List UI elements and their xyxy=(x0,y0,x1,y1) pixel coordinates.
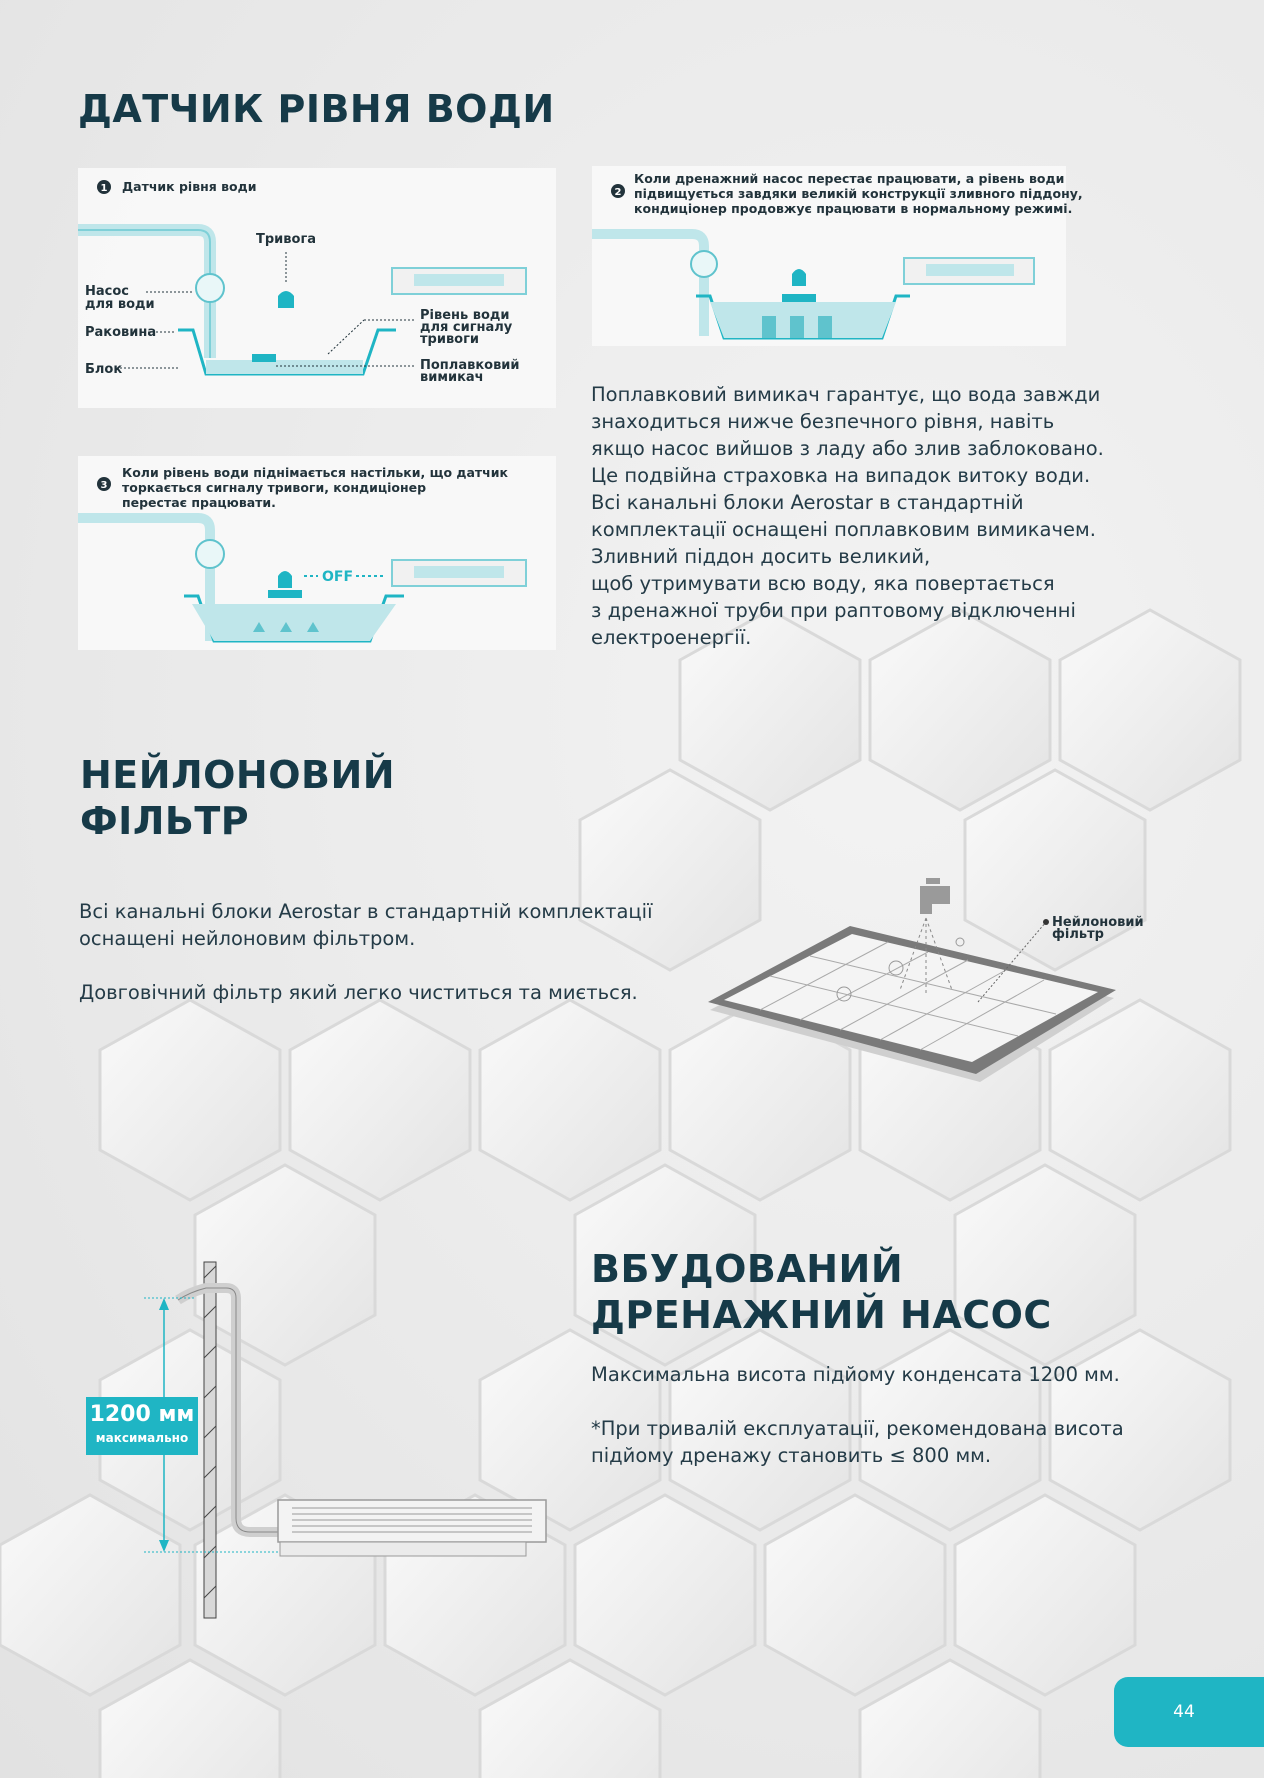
label-sink: Раковина xyxy=(85,325,157,340)
desc-line: підйому дренажу становить ≤ 800 мм. xyxy=(591,1444,992,1467)
panel1-number: 1 xyxy=(100,183,108,194)
panel2-number: 2 xyxy=(614,187,622,198)
label-pump-2: для води xyxy=(85,297,155,312)
desc-line: Поплавковий вимикач гарантує, що вода завжди xyxy=(591,383,1101,406)
water-sensor-description xyxy=(591,381,1211,651)
nylon-filter-description xyxy=(79,898,719,1006)
desc-line: Довговічний фільтр який легко чиститься та миється. xyxy=(79,981,638,1004)
title-line: ВБУДОВАНИЙ xyxy=(591,1247,904,1291)
desc-line: Максимальна висота підйому конденсата 1200 мм. xyxy=(591,1363,1120,1386)
nylon-filter-illustration xyxy=(700,870,1144,1090)
desc-line: оснащені нейлоновим фільтром. xyxy=(79,927,416,950)
desc-line: якщо насос вийшов з ладу або злив заблоковано. xyxy=(591,437,1104,460)
title-line: НЕЙЛОНОВИЙ xyxy=(80,753,396,797)
desc-line: електроенергії. xyxy=(591,626,752,649)
panel2-caption-3: кондиціонер продовжує працювати в нормальному режимі. xyxy=(634,201,1073,216)
max-height-badge xyxy=(86,1397,198,1455)
badge-caption: максимально xyxy=(95,1431,189,1445)
diagram-panel-1 xyxy=(78,168,556,408)
page-number: 44 xyxy=(1114,1677,1264,1747)
desc-line: Це подвійна страховка на випадок витоку води. xyxy=(591,464,1091,487)
diagram-panel-3 xyxy=(78,456,556,650)
panel3-caption-1: Коли рівень води піднімається настільки, що датчик xyxy=(122,465,508,480)
off-label: OFF xyxy=(322,569,354,585)
label-alarm-level-1: Рівень води xyxy=(420,308,510,323)
panel3-caption-2: торкається сигналу тривоги, кондиціонер xyxy=(122,480,427,495)
label-alarm-level-3: тривоги xyxy=(420,332,480,347)
desc-line: щоб утримувати всю воду, яка повертається xyxy=(591,572,1055,595)
label-pump-1: Насос xyxy=(85,284,129,299)
title-line: ДРЕНАЖНИЙ НАСОС xyxy=(591,1293,1052,1337)
desc-line: знаходиться нижче безпечного рівня, навіть xyxy=(591,410,1055,433)
desc-line: комплектації оснащені поплавковим вимикачем. xyxy=(591,518,1096,541)
desc-line: *При тривалій експлуатації, рекомендована висота xyxy=(591,1417,1124,1440)
label-unit: Блок xyxy=(85,362,123,377)
panel1-caption: Датчик рівня води xyxy=(122,179,257,194)
title-line: ФІЛЬТР xyxy=(80,799,250,843)
label-alarm-level-2: для сигналу xyxy=(420,320,513,335)
panel3-number: 3 xyxy=(100,480,108,491)
section-title-water-sensor: ДАТЧИК РІВНЯ ВОДИ xyxy=(78,87,555,131)
desc-line: з дренажної труби при раптовому відключенні xyxy=(591,599,1076,622)
diagram-panel-2 xyxy=(592,166,1083,346)
panel2-caption-1: Коли дренажний насос перестає працювати, а рівень води xyxy=(634,171,1065,186)
panel2-caption-2: підвищується завдяки великій конструкції зливного піддону, xyxy=(634,186,1083,201)
section-title-nylon-filter xyxy=(80,752,395,844)
section-title-drain-pump xyxy=(591,1246,1052,1338)
filter-label-1: Нейлоновий xyxy=(1052,915,1144,930)
badge-value: 1200 мм xyxy=(89,1402,195,1427)
panel3-caption-3: перестає працювати. xyxy=(122,495,276,510)
drain-pump-description xyxy=(591,1361,1231,1469)
filter-label-2: фільтр xyxy=(1052,927,1104,942)
desc-line: Всі канальні блоки Aerostar в стандартній комплектації xyxy=(79,900,653,923)
desc-line: Всі канальні блоки Aerostar в стандартній xyxy=(591,491,1024,514)
label-alarm: Тривога xyxy=(256,232,317,247)
label-float-1: Поплавковий xyxy=(420,358,520,373)
label-float-2: вимикач xyxy=(420,370,484,385)
desc-line: Зливний піддон досить великий, xyxy=(591,545,931,568)
